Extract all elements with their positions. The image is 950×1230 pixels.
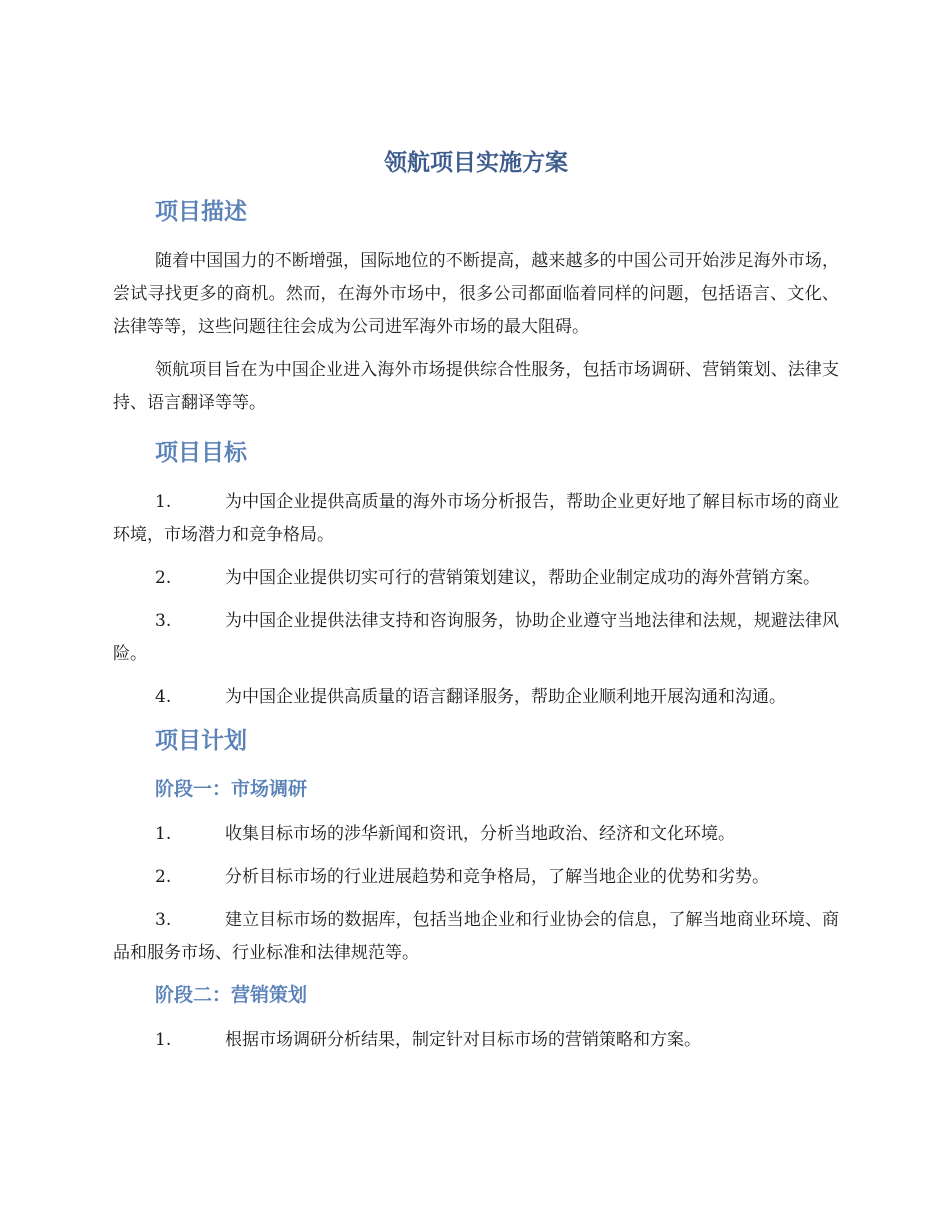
phase2-heading: 阶段二：营销策划	[155, 984, 308, 1006]
phase1-list	[113, 818, 839, 970]
list-item	[113, 562, 839, 595]
paragraph: 随着中国国力的不断增强，国际地位的不断提高，越来越多的中国公司开始涉足海外市场，尝试寻找更多的商机。然而，在海外市场中，很多公司都面临着同样的问题，包括语言、文化、法律等等，这些问题往往会成为公司进军海外市场的最大阻碍。	[113, 251, 839, 337]
document-page	[113, 145, 839, 1067]
list-item	[113, 605, 839, 671]
list-number: 2.	[155, 867, 172, 887]
list-number: 1.	[155, 824, 172, 844]
phase2-list	[113, 1024, 839, 1057]
list-item	[113, 904, 839, 970]
list-number: 3.	[155, 611, 172, 631]
list-item	[113, 861, 839, 894]
list-text: 建立目标市场的数据库，包括当地企业和行业协会的信息，了解当地商业环境、商品和服务市场、行业标准和法律规范等。	[113, 910, 839, 963]
list-text: 为中国企业提供高质量的语言翻译服务，帮助企业顺利地开展沟通和沟通。	[225, 687, 786, 707]
document-title: 领航项目实施方案	[384, 150, 568, 176]
list-number: 1.	[155, 1030, 172, 1050]
section-heading-description: 项目描述	[155, 199, 247, 225]
list-text: 为中国企业提供法律支持和咨询服务，协助企业遵守当地法律和法规，规避法律风险。	[113, 611, 839, 664]
list-number: 3.	[155, 910, 172, 930]
list-item	[113, 1024, 839, 1057]
list-item	[113, 486, 839, 552]
goals-list	[113, 486, 839, 714]
phase1-heading: 阶段一：市场调研	[155, 778, 308, 800]
list-text: 收集目标市场的涉华新闻和资讯，分析当地政治、经济和文化环境。	[225, 824, 735, 844]
list-text: 分析目标市场的行业进展趋势和竞争格局，了解当地企业的优势和劣势。	[225, 867, 769, 887]
paragraph: 领航项目旨在为中国企业进入海外市场提供综合性服务，包括市场调研、营销策划、法律支持、语言翻译等等。	[113, 360, 839, 413]
list-text: 根据市场调研分析结果，制定针对目标市场的营销策略和方案。	[225, 1030, 701, 1050]
list-number: 2.	[155, 568, 172, 588]
list-number: 4.	[155, 687, 172, 707]
section-heading-goals: 项目目标	[155, 440, 247, 466]
section-heading-plan: 项目计划	[155, 728, 247, 754]
list-item	[113, 681, 839, 714]
list-text: 为中国企业提供切实可行的营销策划建议，帮助企业制定成功的海外营销方案。	[225, 568, 820, 588]
list-text: 为中国企业提供高质量的海外市场分析报告，帮助企业更好地了解目标市场的商业环境，市场潜力和竞争格局。	[113, 492, 839, 545]
list-number: 1.	[155, 492, 172, 512]
list-item	[113, 818, 839, 851]
